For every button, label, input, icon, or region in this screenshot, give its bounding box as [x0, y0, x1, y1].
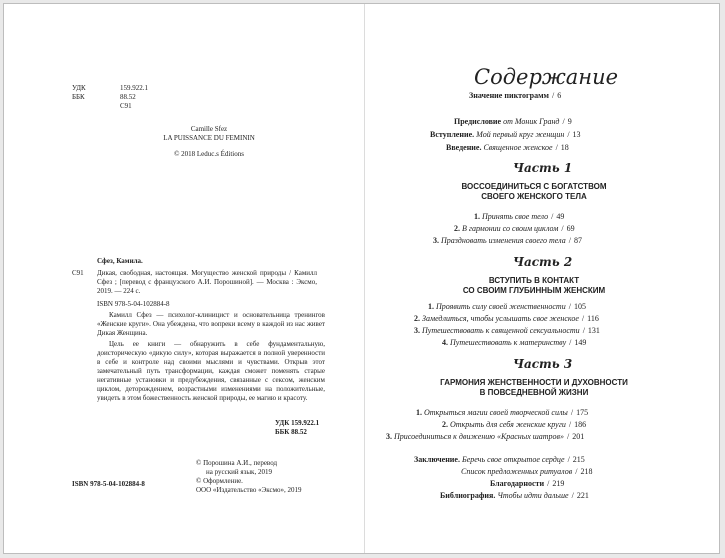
toc-entry-label: Благодарности [490, 479, 545, 488]
chapter-title: Присоединиться к движению «Красных шатров» [394, 432, 565, 441]
part-title [424, 182, 644, 202]
catalog-code: С91 [72, 269, 84, 277]
toc-chapter: 3. Праздновать изменения своего тела / 87 [433, 236, 582, 245]
page-fold [364, 4, 365, 553]
chapter-page: 186 [574, 420, 587, 429]
toc-entry-page: 218 [580, 467, 593, 476]
toc-entry-title: Беречь свое открытое сердце [461, 455, 565, 464]
part-title-line: СВОЕГО ЖЕНСКОГО ТЕЛА [481, 192, 587, 201]
catalog-author: Сфез, Камила. [97, 257, 143, 265]
part-title-line: ВСТУПИТЬ В КОНТАКТ [488, 276, 580, 285]
author-code: С91 [120, 102, 132, 110]
copyright-line: © Оформление. [196, 477, 243, 485]
toc-back-entry: Благодарности / 219 [490, 479, 565, 488]
chapter-page: 49 [556, 212, 565, 221]
chapter-num: 2. [442, 420, 448, 429]
toc-entry-page: 18 [560, 143, 569, 152]
toc-entry-page: 9 [567, 117, 572, 126]
chapter-title: Праздновать изменения своего тела [441, 236, 566, 245]
chapter-page: 175 [576, 408, 589, 417]
part-title [424, 276, 644, 296]
chapter-title: Замедлиться, чтобы услышать свое женское [422, 314, 579, 323]
chapter-title: Проявить силу своей женственности [436, 302, 566, 311]
toc-entry-title: от Моник Гранд [503, 117, 560, 126]
original-copyright: © 2018 Leduc.s Éditions [174, 150, 244, 158]
part-title-line: В ПОВСЕДНЕВНОЙ ЖИЗНИ [479, 388, 589, 397]
toc-chapter: 2. Замедлиться, чтобы услышать свое женское / 116 [414, 314, 599, 323]
chapter-num: 3. [433, 236, 439, 245]
toc-entry-page: 219 [552, 479, 565, 488]
toc-back-entry: Список предложенных ритуалов / 218 [461, 467, 593, 476]
original-title: LA PUISSANCE DU FEMININ [163, 134, 255, 142]
toc-pictograms: Значение пиктограмм / 6 [469, 91, 562, 100]
toc-chapter: 3. Путешествовать к священной сексуальности / 131 [414, 326, 600, 335]
toc-entry-title: Список предложенных ритуалов [461, 467, 573, 476]
copyright-bottom [196, 459, 302, 495]
chapter-title: Принять свое тело [482, 212, 549, 221]
catalog-card [72, 257, 339, 308]
chapter-page: 201 [572, 432, 585, 441]
chapter-title: В гармонии со своим циклом [462, 224, 559, 233]
toc-entry-title: Чтобы идти дальше [497, 491, 569, 500]
annotation [97, 311, 325, 405]
chapter-num: 3. [386, 432, 392, 441]
isbn-bottom: ISBN 978-5-04-102884-8 [72, 480, 145, 488]
toc-chapter: 2. В гармонии со своим циклом / 69 [454, 224, 575, 233]
part-heading: Часть 1 [513, 161, 573, 175]
bbk-label: ББК [72, 93, 85, 101]
toc-entry-page: 215 [572, 455, 585, 464]
udk-bottom-bbk: ББК 88.52 [275, 428, 307, 436]
toc-chapter: 2. Открыть для себя женские круги / 186 [442, 420, 587, 429]
toc-back-entry: Заключение. Беречь свое открытое сердце / 215 [414, 455, 585, 464]
chapter-title: Открыть для себя женские круги [450, 420, 566, 429]
part-title-line: ГАРМОНИЯ ЖЕНСТВЕННОСТИ И ДУХОВНОСТИ [440, 378, 628, 387]
chapter-page: 105 [573, 302, 586, 311]
toc-entry-label: Заключение. [414, 455, 460, 464]
part-title-line: СО СВОИМ ГЛУБИННЫМ ЖЕНСКИМ [462, 286, 606, 295]
copyright-line: © Порошина А.И., перевод [196, 459, 278, 467]
part-title [404, 378, 664, 398]
chapter-page: 149 [574, 338, 587, 347]
udk-bottom-udk: УДК 159.922.1 [275, 419, 320, 427]
chapter-page: 116 [587, 314, 599, 323]
part-heading: Часть 3 [513, 357, 573, 371]
toc-chapter: 1. Принять свое тело / 49 [474, 212, 565, 221]
original-author: Camille Sfez [190, 125, 228, 133]
toc-entry-page: 13 [572, 130, 581, 139]
udk-label: УДК [72, 84, 86, 92]
toc-chapter: 3. Присоединиться к движению «Красных шатров» / 201 [386, 432, 585, 441]
bbk-value: 88.52 [120, 93, 136, 101]
original-edition [154, 125, 264, 159]
chapter-num: 3. [414, 326, 420, 335]
toc-entry-title: Мой первый круг женщин [476, 130, 565, 139]
toc-title: Содержание [474, 65, 619, 89]
catalog-description: Дикая, свободная, настоящая. Могущество женской природы / Камилл Сфез ; [перевод с французского А.И. Порошиной]. — Москва : Эксмо, 2019. — 224 с. [97, 269, 317, 295]
catalog-isbn: ISBN 978-5-04-102884-8 [97, 300, 170, 308]
chapter-title: Путешествовать к священной сексуальности [422, 326, 580, 335]
toc-entry-label: Вступление. [430, 130, 475, 139]
toc-front-entry: Предисловие от Моник Гранд / 9 [454, 117, 572, 126]
chapter-num: 2. [454, 224, 460, 233]
chapter-page: 87 [573, 236, 582, 245]
chapter-num: 4. [442, 338, 448, 347]
part-title-line: ВОССОЕДИНИТЬСЯ С БОГАТСТВОМ [461, 182, 607, 191]
toc-chapter: 1. Проявить силу своей женственности / 105 [428, 302, 586, 311]
toc-entry-page: 6 [557, 91, 562, 100]
toc-entry-label: Введение. [446, 143, 482, 152]
chapter-num: 1. [474, 212, 480, 221]
chapter-page: 131 [587, 326, 600, 335]
toc-chapter: 1. Открыться магии своей творческой силы / 175 [416, 408, 589, 417]
toc-entry-label: Библиография. [440, 491, 496, 500]
chapter-page: 69 [566, 224, 575, 233]
toc-back-entry: Библиография. Чтобы идти дальше / 221 [440, 491, 589, 500]
annotation-paragraph: Цель ее книги — обнаружить в себе фундаментальную, доисторическую «дикую силу», которая выражается в полной уверенности в себе и контроле над своими мыслями и чувствами. Открыв этот замечательный путь трансформации, каждая сможет поменять старые негативные установки и предубеждения, связанные с сексом, женским циклом, деторождением, возрастными изменениями на положительные, увидеть в этом божественность женской природы, ее магию и красоту. [97, 340, 325, 402]
chapter-num: 2. [414, 314, 420, 323]
annotation-paragraph: Камилл Сфез — психолог-клиницист и основательница тренингов «Женские круги». Она убеждена, что вопреки всему в каждой из нас живет Дикая Женщина. [97, 311, 325, 337]
chapter-num: 1. [428, 302, 434, 311]
chapter-title: Путешествовать к материнству [450, 338, 567, 347]
udk-value: 159.922.1 [120, 84, 148, 92]
toc-entry-page: 221 [576, 491, 589, 500]
toc-chapter: 4. Путешествовать к материнству / 149 [442, 338, 587, 347]
toc-entry-label: Предисловие [454, 117, 502, 126]
part-heading: Часть 2 [513, 255, 573, 269]
toc-entry-label: Значение пиктограмм [469, 91, 549, 100]
chapter-num: 1. [416, 408, 422, 417]
udk-block-bottom [275, 419, 319, 437]
toc-entry-title: Священное женское [483, 143, 553, 152]
copyright-line: на русский язык, 2019 [206, 468, 272, 476]
toc-front-entry: Введение. Священное женское / 18 [446, 143, 569, 152]
toc-front-entry: Вступление. Мой первый круг женщин / 13 [430, 130, 581, 139]
book-spread [3, 3, 720, 554]
udk-block-top [72, 84, 148, 111]
copyright-line: ООО «Издательство «Эксмо», 2019 [196, 486, 302, 494]
chapter-title: Открыться магии своей творческой силы [424, 408, 568, 417]
